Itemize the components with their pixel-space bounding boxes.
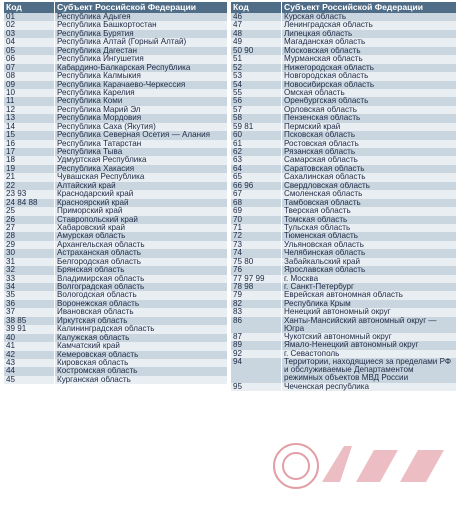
region-name: Вологодская область [55, 291, 228, 299]
region-name: Еврейская автономная область [282, 291, 457, 299]
region-code: 76 [231, 266, 282, 274]
region-name: Волгоградская область [55, 283, 228, 291]
region-name: г. Москва [282, 275, 457, 283]
region-code: 34 [4, 283, 55, 291]
region-code: 13 [4, 114, 55, 122]
region-name: Удмуртская Республика [55, 156, 228, 164]
region-name: Новосибирская область [282, 81, 457, 89]
table-row [4, 232, 228, 240]
region-name: Тюменская область [282, 232, 457, 240]
table-row [4, 140, 228, 148]
region-name: Ханты-Мансийский автономный округ — Югра [282, 317, 457, 333]
table-row [4, 106, 228, 114]
table-row [231, 317, 457, 333]
region-name: Ставропольский край [55, 216, 228, 224]
table-row [231, 224, 457, 232]
region-code: 05 [4, 47, 55, 55]
region-code: 27 [4, 224, 55, 232]
region-code: 72 [231, 232, 282, 240]
table-body [4, 13, 228, 384]
region-name: Курская область [282, 13, 457, 21]
region-code: 68 [231, 199, 282, 207]
region-code: 89 [231, 341, 282, 349]
region-code: 42 [4, 351, 55, 359]
region-code: 36 [4, 300, 55, 308]
region-name: Хабаровский край [55, 224, 228, 232]
table-row [231, 165, 457, 173]
region-code: 40 [4, 334, 55, 342]
table-row [231, 249, 457, 257]
region-code: 58 [231, 114, 282, 122]
table-row [4, 249, 228, 257]
table-row [4, 55, 228, 63]
region-name: Оренбургская область [282, 97, 457, 105]
region-code: 39 91 [4, 325, 55, 333]
region-code: 57 [231, 106, 282, 114]
region-name: Смоленская область [282, 190, 457, 198]
subject-column-header: Субъект Российской Федерации [282, 2, 457, 13]
region-code: 45 [4, 376, 55, 384]
region-code: 47 [231, 21, 282, 29]
table-row [231, 13, 457, 21]
region-code: 02 [4, 21, 55, 29]
table-row [231, 300, 457, 308]
region-name: Республика Ингушетия [55, 55, 228, 63]
table-row [4, 376, 228, 384]
table-row [231, 21, 457, 29]
region-code: 07 [4, 64, 55, 72]
table-row [4, 131, 228, 139]
region-code: 16 [4, 140, 55, 148]
region-code: 17 [4, 148, 55, 156]
region-code: 06 [4, 55, 55, 63]
region-name: Челябинская область [282, 249, 457, 257]
region-code: 43 [4, 359, 55, 367]
table-row [231, 148, 457, 156]
watermark-logo [248, 432, 460, 502]
region-code: 03 [4, 30, 55, 38]
table-row [231, 55, 457, 63]
region-codes-table-left [4, 2, 228, 384]
region-name: Саратовская область [282, 165, 457, 173]
region-name: Свердловская область [282, 182, 457, 190]
region-code: 41 [4, 342, 55, 350]
table-row [231, 241, 457, 249]
region-code: 82 [231, 300, 282, 308]
table-row [4, 199, 228, 207]
region-code: 69 [231, 207, 282, 215]
region-code: 12 [4, 106, 55, 114]
region-name: Пензенская область [282, 114, 457, 122]
region-code: 31 [4, 258, 55, 266]
region-name: Новгородская область [282, 72, 457, 80]
region-name: Пермский край [282, 123, 457, 131]
table-row [4, 38, 228, 46]
region-code: 55 [231, 89, 282, 97]
region-code: 18 [4, 156, 55, 164]
region-name: Алтайский край [55, 182, 228, 190]
region-code: 83 [231, 308, 282, 316]
region-code: 14 [4, 123, 55, 131]
table-row [231, 156, 457, 164]
region-code: 28 [4, 232, 55, 240]
region-code: 08 [4, 72, 55, 80]
table-row [231, 131, 457, 139]
region-name: Республика Мордовия [55, 114, 228, 122]
region-name: Чеченская республика [282, 383, 457, 391]
region-code: 79 [231, 291, 282, 299]
region-code: 50 90 [231, 47, 282, 55]
table-row [231, 207, 457, 215]
region-name: Республика Калмыкия [55, 72, 228, 80]
region-name: Иркутская область [55, 317, 228, 325]
region-name: Нижегородская область [282, 64, 457, 72]
region-name: Тверская область [282, 207, 457, 215]
region-code: 38 85 [4, 317, 55, 325]
region-name: Республика Коми [55, 97, 228, 105]
table-row [231, 216, 457, 224]
region-codes-table-right [231, 2, 457, 391]
table-row [231, 81, 457, 89]
region-name: Ярославская область [282, 266, 457, 274]
region-code: 71 [231, 224, 282, 232]
region-name: Чувашская Республика [55, 173, 228, 181]
table-row [4, 266, 228, 274]
table-body [231, 13, 457, 391]
region-name: Амурская область [55, 232, 228, 240]
region-name: Кировская область [55, 359, 228, 367]
region-code: 10 [4, 89, 55, 97]
region-name: Камчатский край [55, 342, 228, 350]
region-name: Кемеровская область [55, 351, 228, 359]
table-row [4, 216, 228, 224]
region-name: Калужская область [55, 334, 228, 342]
table-row [231, 47, 457, 55]
region-name: Ростовская область [282, 140, 457, 148]
region-name: Ульяновская область [282, 241, 457, 249]
table-row [231, 190, 457, 198]
region-code: 94 [231, 358, 282, 382]
region-code: 64 [231, 165, 282, 173]
region-code: 56 [231, 97, 282, 105]
region-name: Самарская область [282, 156, 457, 164]
region-name: Мурманская область [282, 55, 457, 63]
region-code: 04 [4, 38, 55, 46]
table-row [4, 308, 228, 316]
region-code: 53 [231, 72, 282, 80]
region-code: 74 [231, 249, 282, 257]
table-row [4, 351, 228, 359]
table-row [231, 38, 457, 46]
table-row [4, 21, 228, 29]
region-code: 44 [4, 367, 55, 375]
region-name: Московская область [282, 47, 457, 55]
region-name: Забайкальский край [282, 258, 457, 266]
region-code: 52 [231, 64, 282, 72]
region-name: Республика Карелия [55, 89, 228, 97]
table-row [4, 291, 228, 299]
table-row [4, 148, 228, 156]
region-code: 51 [231, 55, 282, 63]
region-name: Республика Хакасия [55, 165, 228, 173]
region-name: Республика Татарстан [55, 140, 228, 148]
table-header [4, 2, 228, 13]
region-name: Территории, находящиеся за пределами РФ и обслуживаемые Департаментом режимных объектов МВД России [282, 358, 457, 382]
region-name: Тамбовская область [282, 199, 457, 207]
region-name: Кабардино-Балкарская Республика [55, 64, 228, 72]
region-code: 35 [4, 291, 55, 299]
region-name: Брянская область [55, 266, 228, 274]
table-row [4, 13, 228, 21]
region-code: 01 [4, 13, 55, 21]
region-name: Республика Башкортостан [55, 21, 228, 29]
table-row [231, 89, 457, 97]
region-name: Республика Крым [282, 300, 457, 308]
region-name: Ненецкий автономный округ [282, 308, 457, 316]
region-name: Костромская область [55, 367, 228, 375]
region-code: 61 [231, 140, 282, 148]
region-code: 62 [231, 148, 282, 156]
region-code: 54 [231, 81, 282, 89]
region-code: 22 [4, 182, 55, 190]
table-row [231, 123, 457, 131]
table-row [231, 182, 457, 190]
region-code: 24 84 88 [4, 199, 55, 207]
region-code: 67 [231, 190, 282, 198]
table-row [231, 106, 457, 114]
region-code: 73 [231, 241, 282, 249]
region-name: Республика Северная Осетия — Алания [55, 131, 228, 139]
region-code: 21 [4, 173, 55, 181]
region-code: 32 [4, 266, 55, 274]
region-code: 11 [4, 97, 55, 105]
region-name: Республика Дагестан [55, 47, 228, 55]
region-code: 26 [4, 216, 55, 224]
table-row [231, 283, 457, 291]
table-row [231, 291, 457, 299]
region-code: 59 81 [231, 123, 282, 131]
region-name: Владимирская область [55, 275, 228, 283]
table-row [231, 30, 457, 38]
region-name: г. Санкт-Петербург [282, 283, 457, 291]
region-code: 92 [231, 350, 282, 358]
code-column-header: Код [231, 2, 282, 13]
region-code: 30 [4, 249, 55, 257]
table-row [4, 165, 228, 173]
table-row [4, 173, 228, 181]
table-row [4, 367, 228, 375]
table-row [231, 72, 457, 80]
region-code: 63 [231, 156, 282, 164]
region-code: 95 [231, 383, 282, 391]
table-row [4, 283, 228, 291]
region-name: Республика Адыгея [55, 13, 228, 21]
region-name: Республика Алтай (Горный Алтай) [55, 38, 228, 46]
region-name: Калининградская область [55, 325, 228, 333]
table-row [4, 258, 228, 266]
region-code: 25 [4, 207, 55, 215]
region-code: 15 [4, 131, 55, 139]
region-code: 87 [231, 333, 282, 341]
region-code: 86 [231, 317, 282, 333]
region-name: Орловская область [282, 106, 457, 114]
table-header [231, 2, 457, 13]
region-name: Архангельская область [55, 241, 228, 249]
region-name: Республика Тыва [55, 148, 228, 156]
table-row [4, 89, 228, 97]
region-code: 23 93 [4, 190, 55, 198]
region-name: Курганская область [55, 376, 228, 384]
region-code: 29 [4, 241, 55, 249]
table-row [4, 156, 228, 164]
region-name: Липецкая область [282, 30, 457, 38]
region-name: Красноярский край [55, 199, 228, 207]
table-row [231, 140, 457, 148]
table-row [231, 97, 457, 105]
table-row [4, 359, 228, 367]
table-row [4, 64, 228, 72]
table-row [4, 207, 228, 215]
region-code: 37 [4, 308, 55, 316]
table-row [231, 266, 457, 274]
code-column-header: Код [4, 2, 55, 13]
table-row [231, 232, 457, 240]
region-name: Астраханская область [55, 249, 228, 257]
subject-column-header: Субъект Российской Федерации [55, 2, 228, 13]
table-row [4, 47, 228, 55]
table-row [231, 275, 457, 283]
region-code: 70 [231, 216, 282, 224]
table-row [4, 317, 228, 325]
region-code: 48 [231, 30, 282, 38]
table-row [4, 72, 228, 80]
table-row [231, 258, 457, 266]
region-code: 33 [4, 275, 55, 283]
table-row [4, 224, 228, 232]
region-name: Магаданская область [282, 38, 457, 46]
table-row [231, 341, 457, 349]
region-name: Ивановская область [55, 308, 228, 316]
table-row [231, 64, 457, 72]
table-row [231, 308, 457, 316]
region-code: 46 [231, 13, 282, 21]
table-row [4, 81, 228, 89]
region-code: 77 97 99 [231, 275, 282, 283]
region-code: 49 [231, 38, 282, 46]
table-row [4, 241, 228, 249]
region-name: Республика Карачаево-Черкессия [55, 81, 228, 89]
table-row [4, 114, 228, 122]
region-name: Краснодарский край [55, 190, 228, 198]
region-name: Республика Марий Эл [55, 106, 228, 114]
table-row [4, 123, 228, 131]
region-name: Томская область [282, 216, 457, 224]
region-name: Псковская область [282, 131, 457, 139]
table-row [231, 199, 457, 207]
region-code: 78 98 [231, 283, 282, 291]
table-row [231, 383, 457, 391]
region-name: Воронежская область [55, 300, 228, 308]
region-name: Рязанская область [282, 148, 457, 156]
table-row [4, 275, 228, 283]
region-name: Чукотский автономный округ [282, 333, 457, 341]
region-code: 19 [4, 165, 55, 173]
table-row [4, 334, 228, 342]
region-name: Республика Бурятия [55, 30, 228, 38]
table-row [4, 300, 228, 308]
region-name: Ленинградская область [282, 21, 457, 29]
table-row [4, 342, 228, 350]
table-row [231, 173, 457, 181]
region-name: Тульская область [282, 224, 457, 232]
region-name: Приморский край [55, 207, 228, 215]
region-code: 09 [4, 81, 55, 89]
region-name: Белгородская область [55, 258, 228, 266]
table-row [4, 30, 228, 38]
region-name: Ямало-Ненецкий автономный округ [282, 341, 457, 349]
region-name: г. Севастополь [282, 350, 457, 358]
region-name: Омская область [282, 89, 457, 97]
table-row [4, 182, 228, 190]
region-code: 65 [231, 173, 282, 181]
table-row [4, 325, 228, 333]
region-name: Республика Саха (Якутия) [55, 123, 228, 131]
table-row [231, 114, 457, 122]
region-name: Сахалинская область [282, 173, 457, 181]
table-row [4, 190, 228, 198]
table-row [231, 350, 457, 358]
region-code: 66 96 [231, 182, 282, 190]
table-row [231, 333, 457, 341]
table-row [4, 97, 228, 105]
region-code: 75 80 [231, 258, 282, 266]
region-code: 60 [231, 131, 282, 139]
table-row [231, 358, 457, 382]
